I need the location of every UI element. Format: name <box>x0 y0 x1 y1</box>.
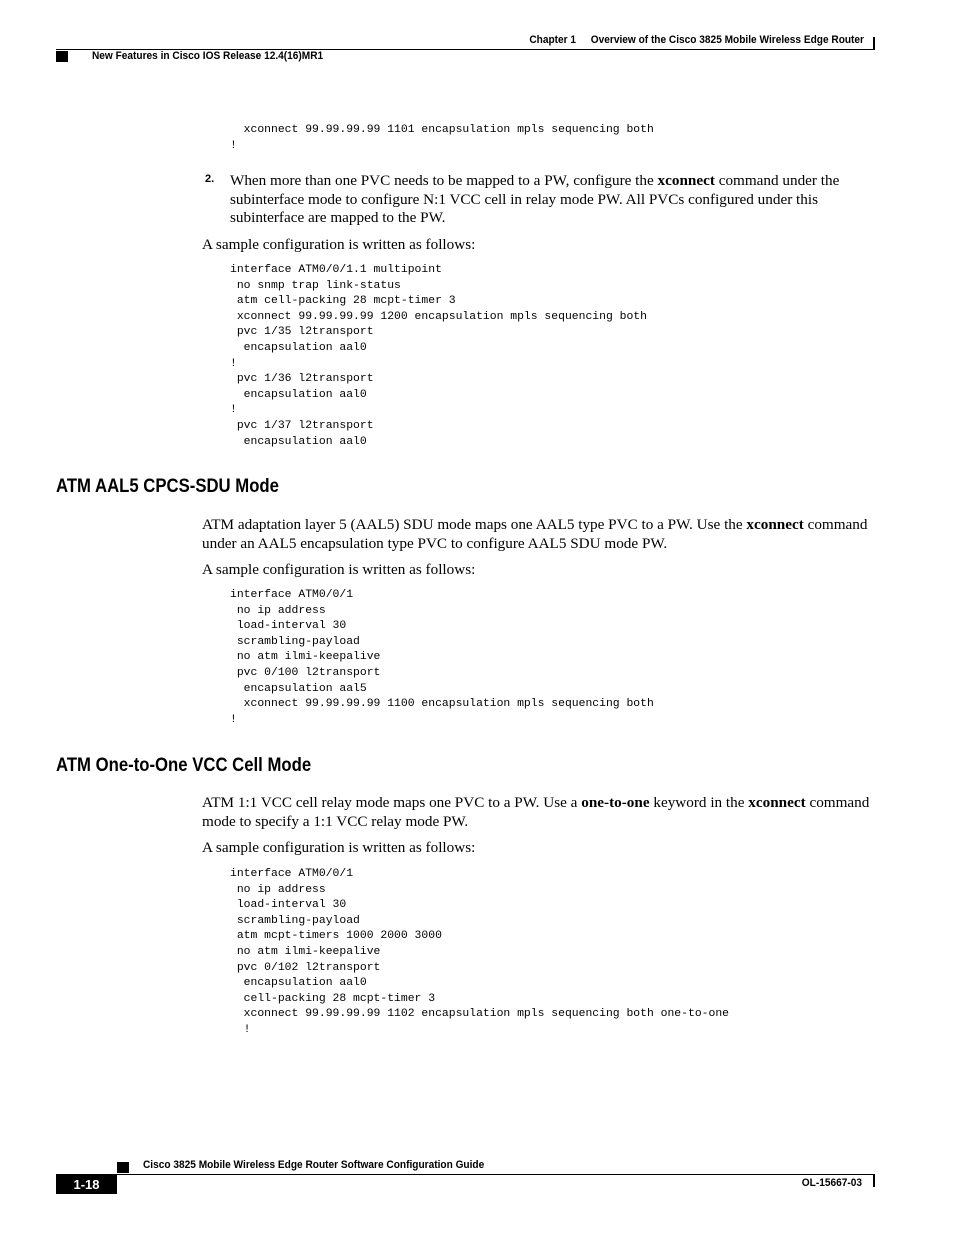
footer-guide-title: Cisco 3825 Mobile Wireless Edge Router Software Configuration Guide <box>143 1159 485 1171</box>
keyword-xconnect: xconnect <box>657 172 715 189</box>
header-chapter <box>511 34 864 46</box>
chapter-label: Chapter 1 <box>529 34 577 46</box>
aal5-description: ATM adaptation layer 5 (AAL5) SDU mode maps one AAL5 type PVC to a PW. Use the xconnect command under an AAL5 encapsulation type PVC to configure AAL5 SDU mode PW. <box>202 516 868 552</box>
header-section-title: New Features in Cisco IOS Release 12.4(16)MR1 <box>92 50 324 62</box>
code-block-top: xconnect 99.99.99.99 1101 encapsulation mpls sequencing both ! <box>230 124 654 152</box>
section-heading-one-to-one: ATM One-to-One VCC Cell Mode <box>56 755 312 776</box>
step-number: 2. <box>205 173 215 185</box>
footer-marker <box>117 1162 129 1173</box>
footer-doc-number: OL-15667-03 <box>801 1177 862 1189</box>
keyword-xconnect: xconnect <box>746 516 804 533</box>
one-to-one-sample-intro: A sample configuration is written as follows: <box>202 839 476 856</box>
keyword-xconnect: xconnect <box>748 794 806 811</box>
section-heading-aal5: ATM AAL5 CPCS-SDU Mode <box>56 476 279 497</box>
footer-tick <box>873 1175 875 1187</box>
page-number: 1-18 <box>56 1175 117 1194</box>
footer-rule <box>56 1174 875 1175</box>
aal5-sample-intro: A sample configuration is written as follows: <box>202 561 476 578</box>
code-block-one-to-one: interface ATM0/0/1 no ip address load-interval 30 scrambling-payload atm mcpt-timers 1000 2000 3000 no atm ilmi-keepalive pvc 0/102 l2transport encapsulation aal0 cell-packing 28 mcpt-timer 3 xconnect 99.99.99.99 1102 encapsulation mpls sequencing both one-to-one ! <box>230 868 729 1036</box>
code-block-aal5: interface ATM0/0/1 no ip address load-interval 30 scrambling-payload no atm ilmi-keepalive pvc 0/100 l2transport encapsulation aal5 xconnect 99.99.99.99 1100 encapsulation mpls sequencing both ! <box>230 589 654 726</box>
header-tick <box>873 37 875 49</box>
one-to-one-description: ATM 1:1 VCC cell relay mode maps one PVC to a PW. Use a one-to-one keyword in the xconnect command mode to specify a 1:1 VCC relay mode PW. <box>202 794 870 830</box>
code-block-n1: interface ATM0/0/1.1 multipoint no snmp trap link-status atm cell-packing 28 mcpt-timer 3 xconnect 99.99.99.99 1200 encapsulation mpls sequencing both pvc 1/35 l2transport encapsulation aal0 ! pvc 1/36 l2transport encapsulation aal0 ! pvc 1/37 l2transport encapsulation aal0 <box>230 264 647 448</box>
keyword-one-to-one: one-to-one <box>581 794 650 811</box>
sample-intro: A sample configuration is written as follows: <box>202 236 476 253</box>
step-text: When more than one PVC needs to be mapped to a PW, configure the xconnect command under the subinterface mode to configure N:1 VCC cell in relay mode PW. All PVCs configured under this subinterface are mapped to the PW. <box>230 172 840 227</box>
chapter-title: Overview of the Cisco 3825 Mobile Wireless Edge Router <box>590 34 864 46</box>
header-marker <box>56 51 68 62</box>
